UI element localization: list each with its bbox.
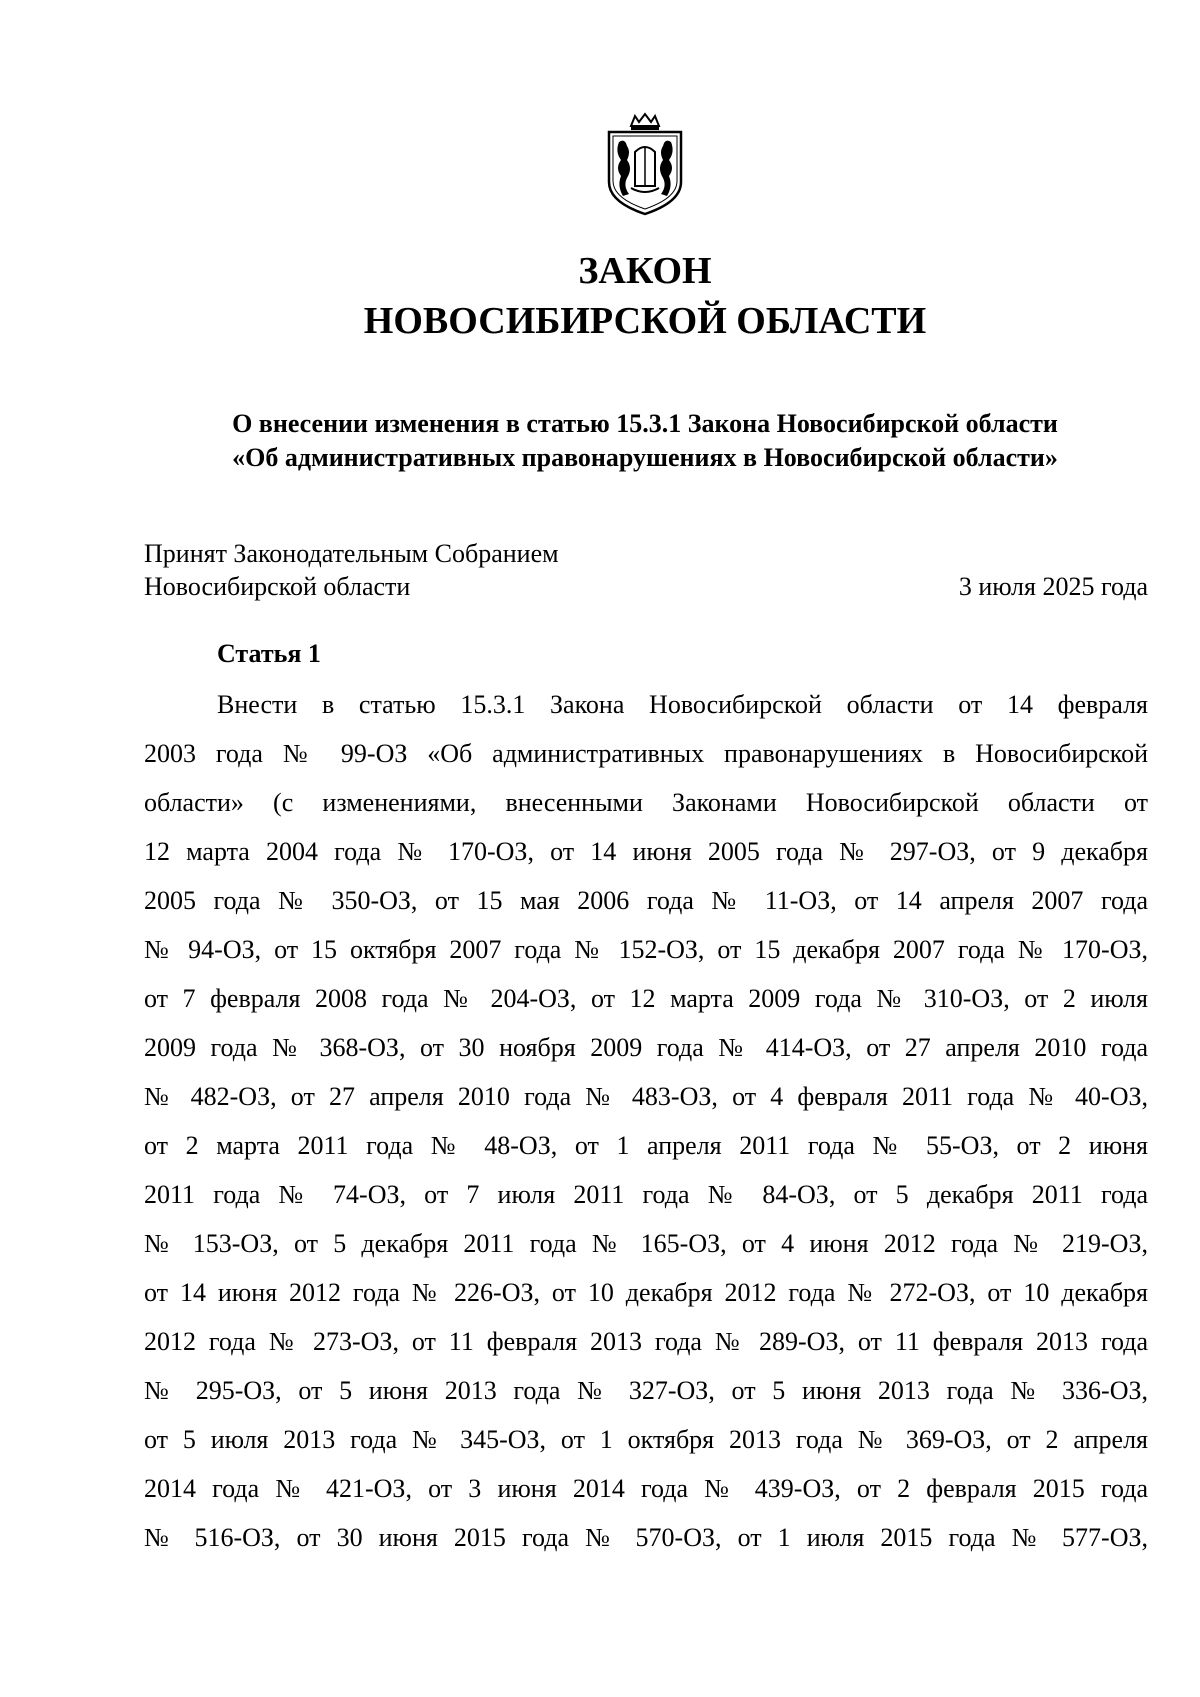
article-line: от 14 июня 2012 года № 226-ОЗ, от 10 декабря 2012 года № 272-ОЗ, от 10 декабря [144, 1278, 1148, 1307]
adopted-by-line-1: Принят Законодательным Собранием [144, 539, 559, 568]
article-line: 2003 года № 99-ОЗ «Об административных правонарушениях в Новосибирской [144, 739, 1148, 768]
article-heading: Статья 1 [217, 639, 321, 668]
law-subject-line-2: «Об административных правонарушениях в Новосибирской области» [232, 443, 1058, 472]
article-line: 2011 года № 74-ОЗ, от 7 июля 2011 года № 84-ОЗ, от 5 декабря 2011 года [144, 1180, 1148, 1209]
article-line: 2012 года № 273-ОЗ, от 11 февраля 2013 года № 289-ОЗ, от 11 февраля 2013 года [144, 1327, 1148, 1356]
article-line: 12 марта 2004 года № 170-ОЗ, от 14 июня 2005 года № 297-ОЗ, от 9 декабря [144, 837, 1148, 866]
adoption-date: 3 июля 2025 года [958, 572, 1148, 601]
coat-of-arms-icon [601, 112, 689, 216]
article-line: области» (с изменениями, внесенными Законами Новосибирской области от [144, 788, 1148, 817]
article-line: от 7 февраля 2008 года № 204-ОЗ, от 12 марта 2009 года № 310-ОЗ, от 2 июля [144, 984, 1148, 1013]
article-body [144, 680, 1148, 1562]
article-line: № 153-ОЗ, от 5 декабря 2011 года № 165-ОЗ, от 4 июня 2012 года № 219-ОЗ, [144, 1229, 1148, 1258]
article-line: 2014 года № 421-ОЗ, от 3 июня 2014 года № 439-ОЗ, от 2 февраля 2015 года [144, 1474, 1148, 1503]
article-line: от 2 марта 2011 года № 48-ОЗ, от 1 апреля 2011 года № 55-ОЗ, от 2 июня [144, 1131, 1148, 1160]
law-title: ЗАКОН [578, 250, 712, 292]
law-subject-line-1: О внесении изменения в статью 15.3.1 Закона Новосибирской области [232, 409, 1058, 438]
adopted-by-line-2: Новосибирской области [144, 572, 411, 601]
article-line: от 5 июля 2013 года № 345-ОЗ, от 1 октября 2013 года № 369-ОЗ, от 2 апреля [144, 1425, 1148, 1454]
article-line: Внести в статью 15.3.1 Закона Новосибирской области от 14 февраля [217, 690, 1148, 719]
article-line: № 295-ОЗ, от 5 июня 2013 года № 327-ОЗ, от 5 июня 2013 года № 336-ОЗ, [144, 1376, 1148, 1405]
article-line: 2009 года № 368-ОЗ, от 30 ноября 2009 года № 414-ОЗ, от 27 апреля 2010 года [144, 1033, 1148, 1062]
law-region-title: НОВОСИБИРСКОЙ ОБЛАСТИ [363, 300, 927, 342]
article-line: № 482-ОЗ, от 27 апреля 2010 года № 483-ОЗ, от 4 февраля 2011 года № 40-ОЗ, [144, 1082, 1148, 1111]
article-line: № 94-ОЗ, от 15 октября 2007 года № 152-ОЗ, от 15 декабря 2007 года № 170-ОЗ, [144, 935, 1148, 964]
article-line: № 516-ОЗ, от 30 июня 2015 года № 570-ОЗ, от 1 июля 2015 года № 577-ОЗ, [144, 1523, 1148, 1552]
article-line: 2005 года № 350-ОЗ, от 15 мая 2006 года № 11-ОЗ, от 14 апреля 2007 года [144, 886, 1148, 915]
